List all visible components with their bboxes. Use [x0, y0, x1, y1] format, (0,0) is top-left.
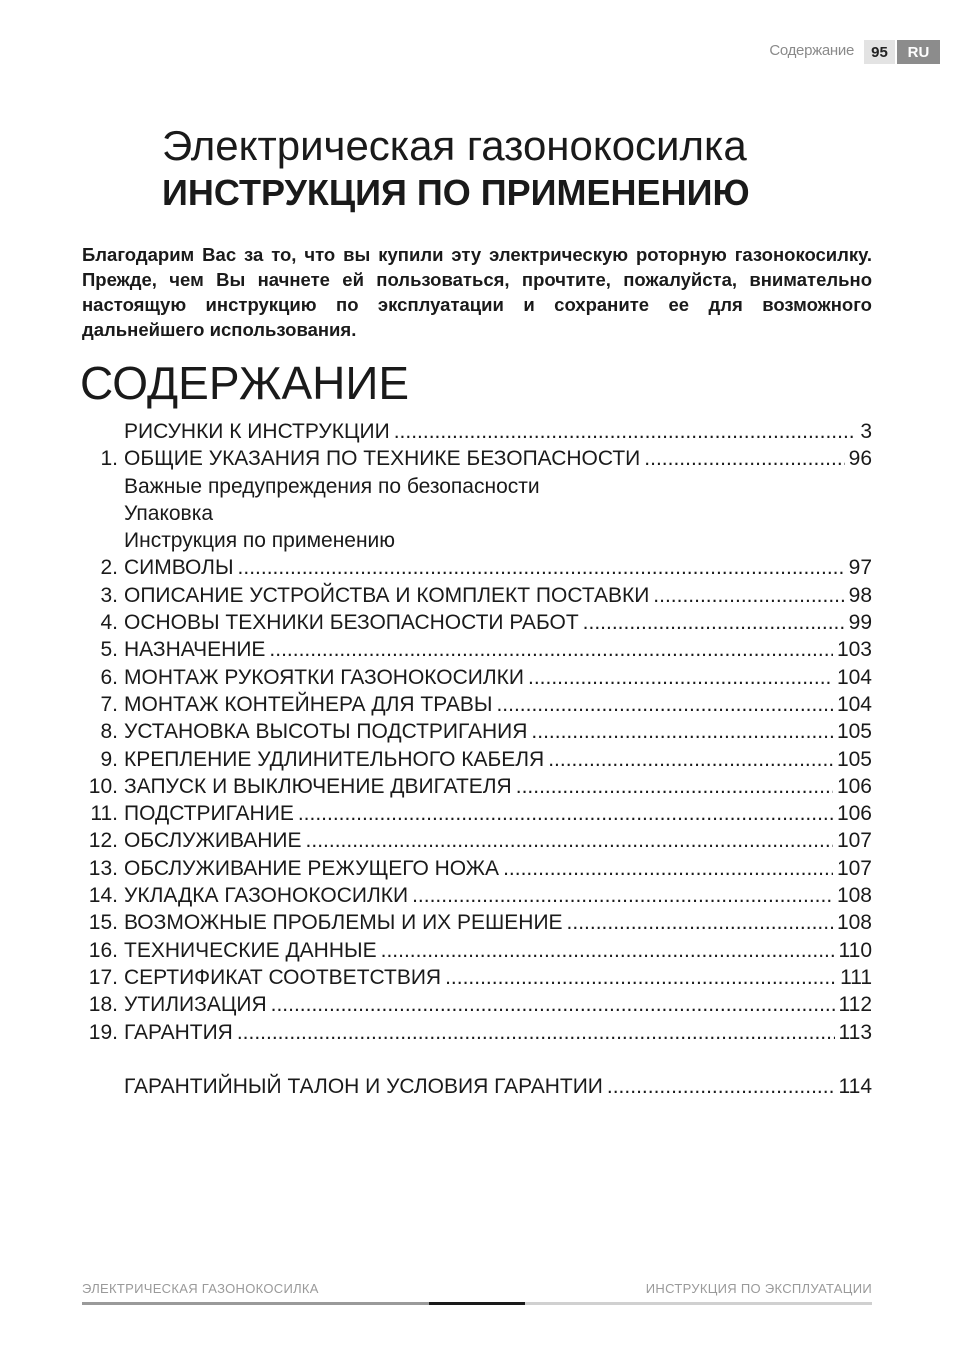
- toc-dot-leader: [567, 911, 833, 935]
- toc-entry[interactable]: [82, 611, 872, 638]
- toc-entry[interactable]: [82, 447, 872, 474]
- toc-entry-title: ЗАПУСК И ВЫКЛЮЧЕНИЕ ДВИГАТЕЛЯ: [124, 774, 512, 798]
- toc-entry-title: ОПИСАНИЕ УСТРОЙСТВА И КОМПЛЕКТ ПОСТАВКИ: [124, 583, 650, 607]
- toc-dot-leader: [528, 666, 833, 690]
- toc-entry-title: НАЗНАЧЕНИЕ: [124, 638, 266, 662]
- toc-entry-page: 99: [848, 611, 872, 635]
- toc-dot-leader: [271, 993, 835, 1017]
- toc-dot-leader: [516, 775, 833, 799]
- toc-entry-page: 103: [836, 638, 872, 662]
- toc-entry[interactable]: [82, 966, 872, 993]
- toc-entry-page: 110: [838, 938, 872, 962]
- toc-entry[interactable]: [82, 775, 872, 802]
- toc-entry-page: 104: [836, 665, 872, 689]
- toc-entry-number: 7.: [100, 692, 118, 716]
- toc-dot-leader: [607, 1075, 835, 1099]
- footer-right-label: ИНСТРУКЦИЯ ПО ЭКСПЛУАТАЦИИ: [645, 1281, 872, 1296]
- toc-entry-page: 113: [838, 1020, 872, 1044]
- toc-entry-number: 2.: [100, 556, 118, 580]
- toc-entry-title: ГАРАНТИЙНЫЙ ТАЛОН И УСЛОВИЯ ГАРАНТИИ: [124, 1074, 603, 1098]
- toc-entry-page: 104: [836, 692, 872, 716]
- toc-entry-title: Упаковка: [124, 501, 214, 525]
- toc-dot-leader: [531, 720, 833, 744]
- toc-entry-page: 107: [836, 829, 872, 853]
- toc-entry-number: 4.: [100, 611, 118, 635]
- toc-entry-number: 13.: [88, 856, 118, 880]
- toc-dot-leader: [381, 939, 835, 963]
- toc-entry-page: 106: [836, 802, 872, 826]
- toc-dot-leader: [237, 1021, 835, 1045]
- toc-entry-title: СИМВОЛЫ: [124, 556, 234, 580]
- toc-entry-page: 105: [836, 720, 872, 744]
- toc-entry[interactable]: [82, 1075, 872, 1102]
- toc-entry-title: МОНТАЖ КОНТЕЙНЕРА ДЛЯ ТРАВЫ: [124, 692, 493, 716]
- toc-entry-title: Важные предупреждения по безопасности: [124, 474, 540, 498]
- toc-dot-leader: [503, 857, 833, 881]
- toc-entry-title: ОБСЛУЖИВАНИЕ РЕЖУЩЕГО НОЖА: [124, 856, 500, 880]
- toc-dot-leader: [548, 748, 833, 772]
- toc-dot-leader: [412, 884, 833, 908]
- toc-entry[interactable]: [82, 802, 872, 829]
- footer-divider-segment: [82, 1302, 429, 1305]
- footer-divider-segment: [429, 1302, 525, 1305]
- document-title: Электрическая газонокосилка: [162, 122, 747, 169]
- toc-entry-title: ОБСЛУЖИВАНИЕ: [124, 829, 302, 853]
- toc-entry-number: 17.: [88, 965, 118, 989]
- toc-dot-leader: [306, 829, 833, 853]
- toc-entry-number: 9.: [100, 747, 118, 771]
- toc-entry-title: МОНТАЖ РУКОЯТКИ ГАЗОНОКОСИЛКИ: [124, 665, 524, 689]
- toc-entry[interactable]: [82, 420, 872, 447]
- table-of-contents: [82, 420, 872, 1102]
- toc-entry-title: УТИЛИЗАЦИЯ: [124, 993, 267, 1017]
- toc-entry-number: 15.: [88, 911, 118, 935]
- toc-entry-number: 5.: [100, 638, 118, 662]
- page-number-badge: 95: [864, 40, 895, 64]
- toc-entry-page: 114: [838, 1074, 872, 1098]
- intro-paragraph: Благодарим Вас за то, что вы купили эту электрическую роторную газонокосилку. Прежде, чем Вы начнете ей пользоваться, прочтите, пожалуйста, внимательно настоящую инструкцию по эксплуатации и сохраните ее для возможного дальнейшего использования.: [82, 244, 872, 340]
- toc-dot-leader: [653, 584, 844, 608]
- toc-entry-number: 12.: [88, 829, 118, 853]
- toc-entry[interactable]: [82, 829, 872, 856]
- toc-entry-number: 14.: [88, 884, 118, 908]
- toc-entry[interactable]: [82, 693, 872, 720]
- toc-entry-number: 16.: [88, 938, 118, 962]
- toc-dot-leader: [496, 693, 833, 717]
- toc-entry[interactable]: [82, 857, 872, 884]
- toc-entry[interactable]: [82, 720, 872, 747]
- toc-entry-number: 19.: [88, 1020, 118, 1044]
- language-badge: RU: [897, 40, 940, 64]
- toc-heading: СОДЕРЖАНИЕ: [80, 357, 410, 409]
- toc-dot-leader: [583, 611, 845, 635]
- toc-entry-page: 98: [848, 583, 872, 607]
- toc-entry[interactable]: [82, 748, 872, 775]
- toc-entry-title: ТЕХНИЧЕСКИЕ ДАННЫЕ: [124, 938, 377, 962]
- toc-entry[interactable]: [82, 502, 872, 529]
- toc-entry-page: 111: [840, 965, 872, 989]
- toc-entry[interactable]: [82, 475, 872, 502]
- toc-dot-leader: [644, 447, 844, 471]
- toc-entry-number: 1.: [100, 447, 118, 471]
- toc-dot-leader: [394, 420, 857, 444]
- toc-entry-page: 3: [860, 420, 872, 443]
- toc-entry[interactable]: [82, 1021, 872, 1048]
- toc-entry-title: ПОДСТРИГАНИЕ: [124, 802, 294, 826]
- toc-entry[interactable]: [82, 638, 872, 665]
- toc-entry[interactable]: [82, 911, 872, 938]
- toc-entry-title: ОБЩИЕ УКАЗАНИЯ ПО ТЕХНИКЕ БЕЗОПАСНОСТИ: [124, 447, 641, 471]
- toc-entry-number: 6.: [100, 665, 118, 689]
- toc-entry[interactable]: [82, 993, 872, 1020]
- toc-entry-page: 108: [836, 884, 872, 908]
- toc-entry[interactable]: [82, 584, 872, 611]
- toc-entry-number: 18.: [88, 993, 118, 1017]
- toc-entry-title: ГАРАНТИЯ: [124, 1020, 233, 1044]
- toc-entry-title: УСТАНОВКА ВЫСОТЫ ПОДСТРИГАНИЯ: [124, 720, 528, 744]
- toc-entry-title: ОСНОВЫ ТЕХНИКИ БЕЗОПАСНОСТИ РАБОТ: [124, 611, 579, 635]
- toc-entry-page: 97: [848, 556, 872, 580]
- toc-entry-title: УКЛАДКА ГАЗОНОКОСИЛКИ: [124, 884, 409, 908]
- header-section-label: Содержание: [769, 42, 854, 59]
- document-subtitle: ИНСТРУКЦИЯ ПО ПРИМЕНЕНИЮ: [162, 172, 750, 213]
- toc-entry-page: 106: [836, 774, 872, 798]
- toc-dot-leader: [269, 638, 833, 662]
- toc-entry[interactable]: [82, 884, 872, 911]
- toc-entry[interactable]: [82, 939, 872, 966]
- toc-entry-page: 107: [836, 856, 872, 880]
- toc-entry-number: 10.: [88, 774, 118, 798]
- toc-dot-leader: [445, 966, 836, 990]
- toc-entry-title: ВОЗМОЖНЫЕ ПРОБЛЕМЫ И ИХ РЕШЕНИЕ: [124, 911, 563, 935]
- toc-entry[interactable]: [82, 666, 872, 693]
- toc-entry-number: 11.: [90, 802, 118, 826]
- footer-divider-segment: [525, 1302, 872, 1305]
- toc-entry-page: 96: [848, 447, 872, 471]
- toc-entry[interactable]: [82, 556, 872, 583]
- toc-entry-page: 108: [836, 911, 872, 935]
- footer-divider: [82, 1302, 872, 1305]
- toc-entry-page: 112: [838, 993, 872, 1017]
- toc-entry[interactable]: [82, 529, 872, 556]
- footer-left-label: ЭЛЕКТРИЧЕСКАЯ ГАЗОНОКОСИЛКА: [82, 1281, 319, 1296]
- toc-dot-leader: [298, 802, 833, 826]
- toc-entry-page: 105: [836, 747, 872, 771]
- toc-entry-number: 8.: [100, 720, 118, 744]
- toc-entry-title: СЕРТИФИКАТ СООТВЕТСТВИЯ: [124, 965, 442, 989]
- toc-entry-number: 3.: [100, 583, 118, 607]
- toc-entry-title: Инструкция по применению: [124, 529, 396, 553]
- toc-entry-title: РИСУНКИ К ИНСТРУКЦИИ: [124, 420, 390, 443]
- toc-entry-title: КРЕПЛЕНИЕ УДЛИНИТЕЛЬНОГО КАБЕЛЯ: [124, 747, 545, 771]
- toc-dot-leader: [238, 556, 845, 580]
